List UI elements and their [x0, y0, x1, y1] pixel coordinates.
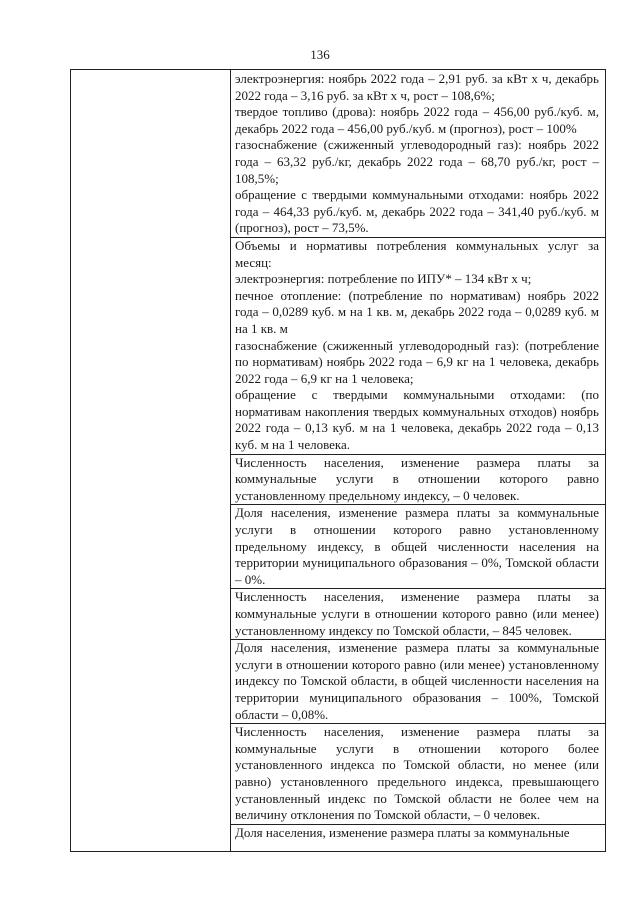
- consumption-stove-heating: печное отопление: (потребление по нормативам) ноябрь 2022 года – 0,0289 куб. м на 1 кв. м, декабрь 2022 года – 0,0289 куб. м на 1 кв. м: [235, 287, 599, 336]
- document-table: [70, 69, 606, 852]
- right-column-cell: [231, 70, 605, 851]
- consumption-waste: обращение с твердыми коммунальными отходами: (по нормативам накопления твердых коммунальных отходов) ноябрь 2022 года – 0,13 куб. м на 1 человека, декабрь 2022 года – 0,13 куб. м на 1 человека.: [235, 387, 599, 453]
- population-above-region-index-count: Численность населения, изменение размера платы за коммунальные услуги в отношении которого более установленного индекса по Томской области, но менее (или равно) установленного предельного индекса, превышающего установленный индекс по Томской области не более чем на величину отклонения по Томской области, – 0 человек.: [235, 724, 599, 823]
- population-region-index-count: Численность населения, изменение размера платы за коммунальные услуги в отношении которого равно (или менее) установленному индексу по Томской области, – 845 человек.: [235, 589, 599, 638]
- tariff-electricity: электроэнергия: ноябрь 2022 года – 2,91 руб. за кВт х ч, декабрь 2022 года – 3,16 руб. за кВт х ч, рост – 108,6%;: [235, 71, 599, 103]
- consumption-gas: газоснабжение (сжиженный углеводородный газ): (потребление по нормативам) ноябрь 2022 года – 6,9 кг на 1 человека, декабрь 2022 года – 6,9 кг на 1 человека;: [235, 337, 599, 386]
- population-above-region-index-share: Доля населения, изменение размера платы за коммунальные: [235, 824, 570, 840]
- population-limit-index-count: Численность населения, изменение размера платы за коммунальные услуги в отношении которого равно установленному предельному индексу, – 0 человек.: [235, 454, 599, 503]
- consumption-heading: Объемы и нормативы потребления коммунальных услуг за месяц:: [235, 237, 599, 270]
- tariff-waste: обращение с твердыми коммунальными отходами: ноябрь 2022 года – 464,33 руб./куб. м, декабрь 2022 года – 341,40 руб./куб. м (прогноз), рост – 73,5%.: [235, 187, 599, 236]
- tariff-firewood: твердое топливо (дрова): ноябрь 2022 года – 456,00 руб./куб. м, декабрь 2022 года – 456,00 руб./куб. м (прогноз), рост – 100%: [235, 104, 599, 136]
- page-number: 136: [310, 47, 330, 62]
- population-region-index-share: Доля населения, изменение размера платы за коммунальные услуги в отношении которого равно (или менее) установленному индексу по Томской области, в общей численности населения на территории муниципального образования – 100%, Томской области – 0,08%.: [235, 640, 599, 722]
- consumption-electricity: электроэнергия: потребление по ИПУ* – 134 кВт х ч;: [235, 271, 532, 287]
- tariff-gas: газоснабжение (сжиженный углеводородный газ): ноябрь 2022 года – 63,32 руб./кг, декабрь 2022 года – 68,70 руб./кг, рост – 108,5%;: [235, 137, 599, 186]
- population-limit-index-share: Доля населения, изменение размера платы за коммунальные услуги в отношении которого равно установленному предельному индексу, в общей численности населения на территории муниципального образования – 0%, Томской области – 0%.: [235, 505, 599, 587]
- left-column-cell: [71, 70, 231, 851]
